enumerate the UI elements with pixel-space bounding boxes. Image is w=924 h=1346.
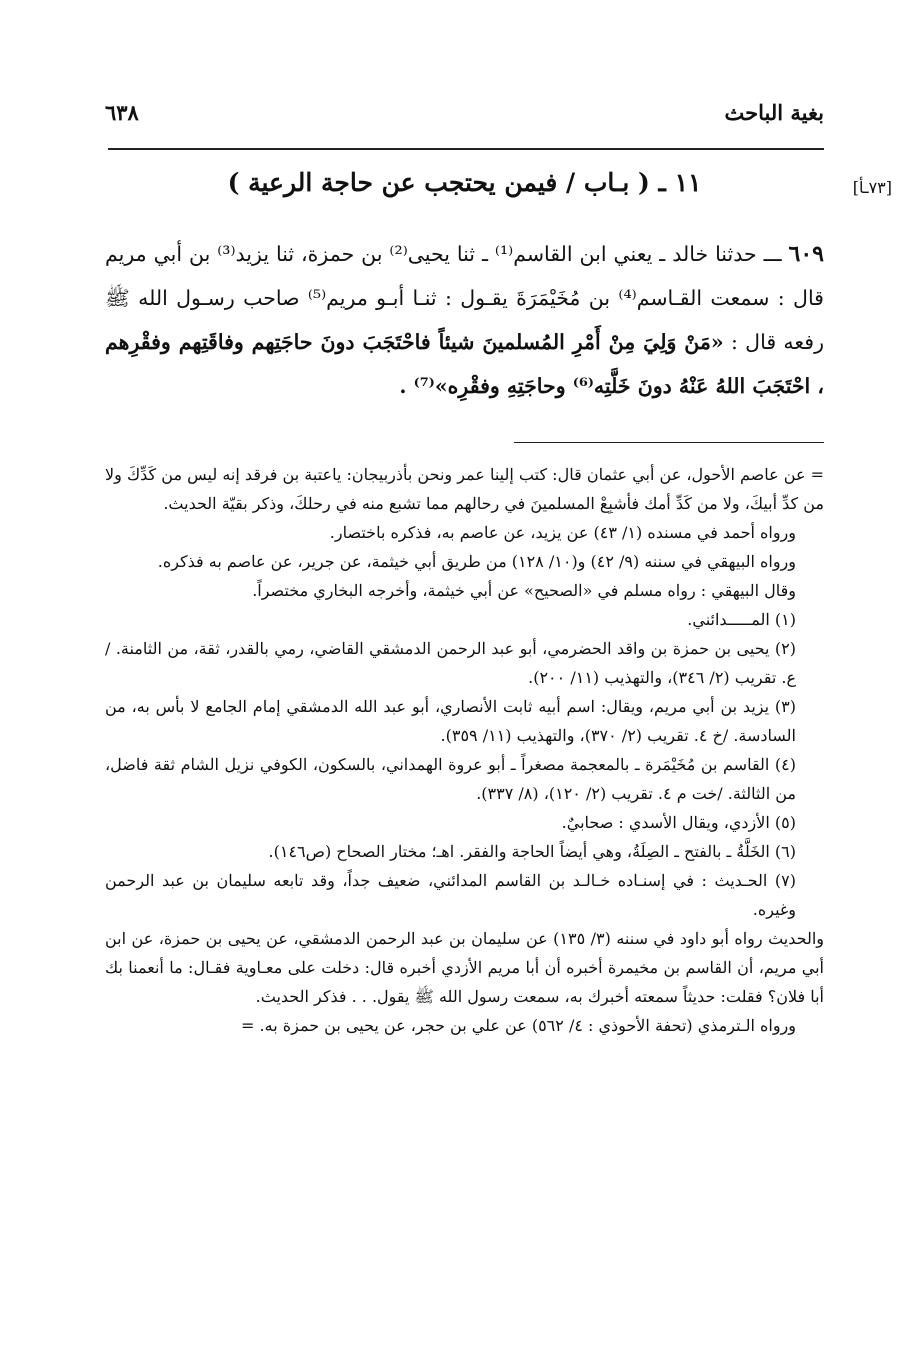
hadith-isnad: ـــ حدثنا خالد ـ يعني ابن القاسم⁽¹⁾ ـ ثنا يحيى⁽²⁾ بن حمزة، ثنا يزيد⁽³⁾ بن أبي مريم قال : سمعت القـاسم⁽⁴⁾ بن مُخَيْمَرَةَ يقـول : ثنـا أبـو مريم⁽⁵⁾ صاحب رسـول الله ﷺ رفعه قال : xyxy=(105,242,824,354)
footnote-rule xyxy=(514,442,824,443)
footnote-paragraph: ورواه الـترمذي (تحفة الأحوذي : ٤/ ٥٦٢) عن علي بن حجر، عن يحيى بن حمزة به. = xyxy=(241,1016,796,1035)
header-rule xyxy=(108,148,824,150)
chapter-heading: ١١ ـ ( بـاب / فيمن يحتجب عن حاجة الرعية ) xyxy=(227,168,702,197)
footnote-3: (٣) يزيد بن أبي مريم، ويقال: اسم أبيه ثابت الأنصاري، أبو عبد الله الدمشقي إمام الجامع لا بأس به، من السادسة. /خ ٤. تقريب (٢/ ٣٧٠)، والتهذيب (١١/ ٣٥٩). xyxy=(105,697,796,745)
page-number: ٦٣٨ xyxy=(105,100,139,125)
footnote-1: (١) المـــــدائني. xyxy=(687,610,796,629)
footnote-5: (٥) الأزدي، ويقال الأسدي : صحابيٌ. xyxy=(561,813,796,832)
footnote-4: (٤) القاسم بن مُخَيْمَرة ـ بالمعجمة مصغراً ـ أبو عروة الهمداني، بالسكون، الكوفي نزيل الشام ثقة فاضل، من الثالثة. /خت م ٤. تقريب (٢/ ١٢٠)، (٨/ ٣٣٧). xyxy=(105,755,796,803)
running-title: بغية الباحث xyxy=(724,100,824,125)
hadith-matn: «مَنْ وَلِيَ مِنْ أَمْرِ المُسلمينَ شيئاً فاحْتَجَبَ دونَ حاجَتِهم وفاقَتِهم وفقْرِهم ، احْتَجَبَ اللهُ عَنْهُ دونَ خَلَّتِه⁽⁶⁾ وحاجَتِهِ وفقْرِه»⁽⁷⁾ . xyxy=(105,330,824,398)
footnote-7: (٧) الحـديث : في إسنـاده خـالـد بن القاسم المدائني، ضعيف جداً، وقد تابعه سليمان بن عبد الرحمن وغيره. xyxy=(105,871,796,919)
footnote-paragraph: ورواه البيهقي في سننه (٩/ ٤٢) و(١٠/ ١٢٨) من طريق أبي خيثمة، عن جرير، عن عاصم به فذكره. xyxy=(157,552,796,571)
folio-marker: [٧٣ـأ] xyxy=(852,178,892,197)
hadith-text xyxy=(105,232,824,408)
hadith-number: ٦٠٩ xyxy=(788,241,824,267)
footnote-paragraph: ورواه أحمد في مسنده (١/ ٤٣) عن يزيد، عن عاصم به، فذكره باختصار. xyxy=(329,523,796,542)
page-header xyxy=(105,92,824,132)
footnote-6: (٦) الخَلَّةُ ـ بالفتح ـ الصِلَةُ، وهي أيضاً الحاجة والفقر. اهـ؛ مختار الصحاح (ص١٤٦). xyxy=(268,842,796,861)
footnote-paragraph: وقال البيهقي : رواه مسلم في «الصحيح» عن أبي خيثمة، وأخرجه البخاري مختصراً. xyxy=(252,581,796,600)
footnote-2: (٢) يحيى بن حمزة بن واقد الحضرمي، أبو عبد الرحمن الدمشقي القاضي، رمي بالقدر، ثقة، من الثامنة. /ع. تقريب (٢/ ٣٤٦)، والتهذيب (١١/ ٢٠٠). xyxy=(105,639,796,687)
footnote-paragraph: والحديث رواه أبو داود في سننه (٣/ ١٣٥) عن سليمان بن عبد الرحمن الدمشقي، عن يحيى بن حمزة، عن ابن أبي مريم، أن القاسم بن مخيمرة أخبره أن أبا مريم الأزدي أخبره قال: دخلت على معـاوية فقـال: ما أنعمنا بك أبا فلان؟ فقلت: حديثاً سمعته أخبرك به، سمعت رسول الله ﷺ يقول. . . فذكر الحديث. xyxy=(105,929,825,1006)
footnote-continuation: = عن عاصم الأحول، عن أبي عثمان قال: كتب إلينا عمر ونحن بأذربيجان: ياعتبة بن فرقد إنه ليس من كَدِّكَ ولا من كدِّ أبيكَ، ولا من كَدِّ أمك فأشبِعْ المسلمينَ في رحالهم مما تشبع منه في رحلكَ، وذكر بقيّة الحديث. xyxy=(105,465,824,513)
footnotes xyxy=(105,460,824,1040)
